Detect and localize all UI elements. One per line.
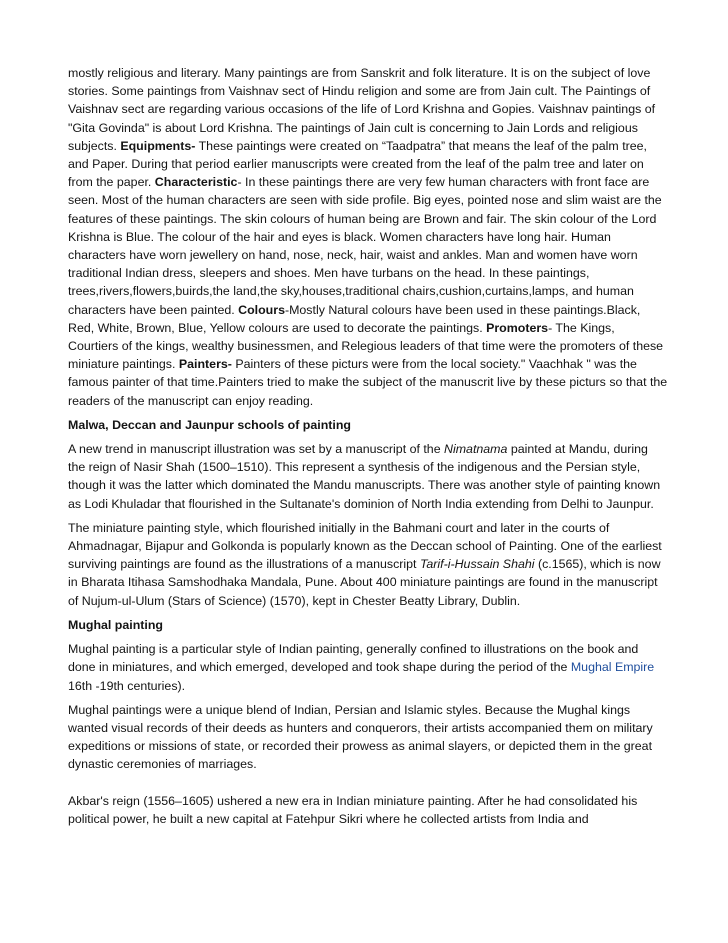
text-run: 16th -19th centuries). bbox=[68, 678, 186, 693]
heading-malwa-deccan-jaunpur: Malwa, Deccan and Jaunpur schools of painting bbox=[68, 417, 351, 432]
text-run: -Mostly Natural colours have been used in these paintings.Black, Red, White, Brown, Blue, Yellow colours are used to decorate the paintings. bbox=[68, 302, 641, 335]
heading-mughal-painting: Mughal painting bbox=[68, 617, 163, 632]
text-run: (c.1565), which is now in Bharata Itihasa Samshodhaka Mandala, Pune. About 400 miniature paintings are found in the manuscript of Nujum-ul-Ulum (Stars of Science) (1570), kept in Chester Beatty Library, Dublin. bbox=[68, 557, 661, 608]
bold-term-characteristic: Characteristic bbox=[154, 175, 238, 190]
text-run: The miniature painting style, which flourished initially in the Bahmani court and later in the courts of Ahmadnagar, Bijapur and Golkonda is popularly known as the Deccan school of Painting. One of the earliest surviving paintings are found as the illustrations of a manuscript bbox=[68, 520, 662, 572]
paragraph-mughal-blend: Mughal paintings were a unique blend of Indian, Persian and Islamic styles. Because the Mughal kings wanted visual records of their deeds as hunters and conquerors, their artists accompanied them on military expeditions or missions of state, or recorded their prowess as animal slayers, or depicted them in the great dynastic ceremonies of marriages. bbox=[68, 702, 653, 772]
bold-term-painters: Painters- bbox=[178, 357, 232, 372]
text-run: Painters of these picturs were from the local society." Vaachhak " was the famous painter of that time.Painters tried to make the subject of the manuscrit live by these picturs so that the readers of the manuscript can enjoy reading. bbox=[68, 357, 668, 408]
text-run: - The Kings, Courtiers of the kings, wealthy businessmen, and Relegious leaders of that time were the promoters of these miniature paintings. bbox=[68, 320, 664, 372]
paragraph-mughal-intro bbox=[68, 640, 668, 695]
text-run: A new trend in manuscript illustration was set by a manuscript of the bbox=[68, 442, 445, 457]
italic-title-tarif-i-hussain-shahi: Tarif-i-Hussain Shahi bbox=[419, 557, 535, 572]
paragraph-manuscript-paintings bbox=[68, 64, 668, 410]
text-run: mostly religious and literary. Many paintings are from Sanskrit and folk literature. It is on the subject of love stories. Some paintings from Vaishnav sect of Hindu religion and some are from Jain cult. The Paintings of Vaishnav sect are regarding various occasions of the life of Lord Krishna and Gopies. Vaishnav paintings of "Gita Govinda" is about Lord Krishna. The paintings of Jain cult is concerning to Jain Lords and religious subjects. bbox=[68, 66, 656, 153]
document-page bbox=[68, 64, 668, 834]
mughal-empire-link[interactable]: Mughal Empire bbox=[570, 660, 655, 675]
text-run: Mughal painting is a particular style of Indian painting, generally confined to illustrations on the book and done in miniatures, and which emerged, developed and took shape during the period of the bbox=[68, 642, 639, 675]
text-run: - In these paintings there are very few human characters with front face are seen. Most of the human characters are seen with side profile. Big eyes, pointed nose and slim waist are the features of these paintings. The skin colours of human being are Brown and fair. The skin colour of the Lord Krishna is Blue. The colour of the hair and eyes is black. Women characters have long hair. Human characters have worn jewellery on hand, nose, neck, hair, waist and ankles. Man and women have worn traditional Indian dress, sleepers and shoes. Men have turbans on the head. In these paintings, trees,rivers,flowers,buirds,the land,the sky,houses,traditional chairs,cushion,curtains,lamps, and human characters have been painted. bbox=[68, 175, 662, 317]
paragraph-deccan-school bbox=[68, 519, 668, 610]
italic-title-nimatnama: Nimatnama bbox=[444, 442, 508, 457]
text-run: These paintings were created on “Taadpatra” that means the leaf of the palm tree, and Paper. During that period earlier manuscripts were created from the leaf of the palm tree and later on from the paper. bbox=[68, 138, 647, 190]
paragraph-akbar-reign: Akbar's reign (1556–1605) ushered a new era in Indian miniature painting. After he had consolidated his political power, he built a new capital at Fatehpur Sikri where he collected artists from India and bbox=[68, 793, 638, 826]
paragraph-spacer bbox=[68, 780, 668, 792]
paragraph-nimatnama bbox=[68, 440, 668, 513]
text-run: painted at Mandu, during the reign of Nasir Shah (1500–1510). This represent a synthesis of the indigenous and the Persian style, though it was the latter which dominated the Mandu manuscripts. There was another style of painting known as Lodi Khuladar that flourished in the Sultanate's dominion of North India extending from Delhi to Jaunpur. bbox=[68, 442, 661, 511]
bold-term-colours: Colours bbox=[238, 302, 285, 317]
bold-term-equipments: Equipments- bbox=[120, 138, 196, 153]
bold-term-promoters: Promoters bbox=[486, 320, 549, 335]
